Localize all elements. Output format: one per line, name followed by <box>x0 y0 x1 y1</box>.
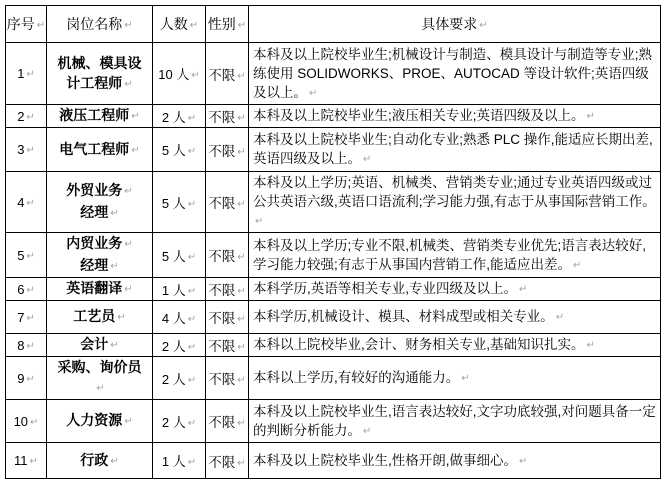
header-requirements-label: 具体要求 ↵ <box>421 16 487 32</box>
cell-serial-number <box>6 334 47 357</box>
cell-requirements <box>249 301 661 334</box>
cell-requirements <box>249 128 661 172</box>
gender-value: 不限 ↵ <box>208 196 245 211</box>
cell-gender <box>206 172 249 233</box>
position-name-line: 会计 ↵ <box>54 334 145 356</box>
requirements-text: 本科及以上院校毕业生,性格开朗,做事细心。 ↵ <box>253 453 527 468</box>
cell-position-name <box>47 301 153 334</box>
cell-requirements <box>249 357 661 400</box>
cell-position-name <box>47 105 153 128</box>
position-name-line: 经理 ↵ <box>54 255 145 277</box>
cell-headcount <box>153 357 206 400</box>
headcount-value: 5 人 ↵ <box>162 249 196 264</box>
position-name-line: 英语翻译 ↵ <box>54 278 145 300</box>
position-name-line: 电气工程师 ↵ <box>54 139 145 161</box>
cell-headcount <box>153 443 206 479</box>
cell-headcount <box>153 128 206 172</box>
headcount-value: 2 人 ↵ <box>162 339 196 354</box>
requirements-text: 本科及以上院校毕业生;液压相关专业;英语四级及以上。 ↵ <box>253 108 595 123</box>
serial-number: 8 ↵ <box>17 338 35 353</box>
cell-headcount <box>153 301 206 334</box>
headcount-value: 1 人 ↵ <box>162 454 196 469</box>
table-row <box>6 334 661 357</box>
table-row <box>6 357 661 400</box>
gender-value: 不限 ↵ <box>208 455 245 470</box>
cell-serial-number <box>6 400 47 443</box>
cell-headcount <box>153 278 206 301</box>
cell-position-name <box>47 43 153 105</box>
cell-gender <box>206 301 249 334</box>
cell-position-name <box>47 128 153 172</box>
header-headcount <box>153 6 206 43</box>
cell-position-name <box>47 233 153 278</box>
requirements-text: 本科以上学历,有较好的沟通能力。 ↵ <box>253 370 470 385</box>
cell-gender <box>206 105 249 128</box>
position-name-line: 液压工程师 ↵ <box>54 105 145 127</box>
table-row <box>6 278 661 301</box>
gender-value: 不限 ↵ <box>208 415 245 430</box>
gender-value: 不限 ↵ <box>208 249 245 264</box>
position-name-line: 内贸业务 ↵ <box>54 233 145 255</box>
cell-requirements <box>249 400 661 443</box>
header-headcount-label: 人数 ↵ <box>160 16 198 32</box>
cell-position-name <box>47 172 153 233</box>
gender-value: 不限 ↵ <box>208 144 245 159</box>
cell-serial-number <box>6 233 47 278</box>
serial-number: 9 ↵ <box>17 371 35 386</box>
requirements-text: 本科及以上院校毕业生;机械设计与制造、模具设计与制造等专业;熟练使用 SOLIDWORKS、PROE、AUTOCAD 等设计软件;英语四级及以上。 ↵ <box>253 47 652 100</box>
requirements-text: 本科及以上学历;英语、机械类、营销类专业;通过专业英语四级或过公共英语六级,英语口语流利;学习能力强,有志于从事国际营销工作。 ↵ <box>253 175 656 228</box>
cell-serial-number <box>6 443 47 479</box>
headcount-value: 2 人 ↵ <box>162 110 196 125</box>
serial-number: 2 ↵ <box>17 109 35 124</box>
position-name-line: 经理 ↵ <box>54 202 145 224</box>
cell-serial-number <box>6 301 47 334</box>
position-name-line: 行政 ↵ <box>54 450 145 472</box>
cell-position-name <box>47 400 153 443</box>
cell-headcount <box>153 172 206 233</box>
position-name-line: 人力资源 ↵ <box>54 410 145 432</box>
gender-value: 不限 ↵ <box>208 311 245 326</box>
requirements-text: 本科及以上院校毕业生,语言表达较好,文字功底较强,对问题具备一定的判断分析能力。 ↵ <box>253 404 656 438</box>
table-row <box>6 301 661 334</box>
header-gender <box>206 6 249 43</box>
cell-position-name <box>47 278 153 301</box>
serial-number: 5 ↵ <box>17 248 35 263</box>
cell-requirements <box>249 233 661 278</box>
cell-headcount <box>153 400 206 443</box>
header-serial-number <box>6 6 47 43</box>
table-row <box>6 128 661 172</box>
requirements-text: 本科及以上院校毕业生;自动化专业;熟悉 PLC 操作,能适应长期出差,英语四级及以上。 ↵ <box>253 132 653 166</box>
cell-serial-number <box>6 105 47 128</box>
cell-position-name <box>47 334 153 357</box>
cell-requirements <box>249 278 661 301</box>
header-serial-number-label: 序号 ↵ <box>7 16 45 32</box>
cell-serial-number <box>6 357 47 400</box>
serial-number: 6 ↵ <box>17 282 35 297</box>
cell-gender <box>206 128 249 172</box>
table-row <box>6 105 661 128</box>
table-row <box>6 443 661 479</box>
table-row <box>6 233 661 278</box>
cell-gender <box>206 43 249 105</box>
header-row <box>6 6 661 43</box>
cell-headcount <box>153 334 206 357</box>
table-row <box>6 400 661 443</box>
table-body <box>6 43 661 479</box>
cell-gender <box>206 233 249 278</box>
gender-value: 不限 ↵ <box>208 110 245 125</box>
serial-number: 10 ↵ <box>14 414 39 429</box>
headcount-value: 2 人 ↵ <box>162 415 196 430</box>
requirements-text: 本科以上院校毕业,会计、财务相关专业,基础知识扎实。 ↵ <box>253 337 595 352</box>
cell-headcount <box>153 43 206 105</box>
cell-requirements <box>249 334 661 357</box>
cell-requirements <box>249 105 661 128</box>
cell-requirements <box>249 443 661 479</box>
headcount-value: 4 人 ↵ <box>162 311 196 326</box>
requirements-text: 本科及以上学历;专业不限,机械类、营销类专业优先;语言表达较好,学习能力较强;有志于从事国内营销工作,能适应出差。 ↵ <box>253 238 646 272</box>
header-gender-label: 性别 ↵ <box>208 16 246 32</box>
cell-requirements <box>249 172 661 233</box>
gender-value: 不限 ↵ <box>208 339 245 354</box>
serial-number: 1 ↵ <box>17 66 35 81</box>
cell-gender <box>206 334 249 357</box>
headcount-value: 5 人 ↵ <box>162 143 196 158</box>
serial-number: 7 ↵ <box>17 310 35 325</box>
requirements-text: 本科学历,机械设计、模具、材料成型或相关专业。 ↵ <box>253 309 564 324</box>
cell-gender <box>206 357 249 400</box>
gender-value: 不限 ↵ <box>208 283 245 298</box>
header-position-name-label: 岗位名称 ↵ <box>66 16 132 32</box>
gender-value: 不限 ↵ <box>208 68 245 83</box>
headcount-value: 10 人 ↵ <box>158 67 199 82</box>
serial-number: 4 ↵ <box>17 195 35 210</box>
cell-gender <box>206 400 249 443</box>
headcount-value: 1 人 ↵ <box>162 283 196 298</box>
cell-gender <box>206 443 249 479</box>
cell-gender <box>206 278 249 301</box>
requirements-text: 本科学历,英语等相关专业,专业四级及以上。 ↵ <box>253 281 527 296</box>
table-row <box>6 172 661 233</box>
cell-serial-number <box>6 278 47 301</box>
serial-number: 11 ↵ <box>14 453 38 468</box>
position-name-line: 工艺员 ↵ <box>54 306 145 328</box>
cell-serial-number <box>6 43 47 105</box>
cell-headcount <box>153 105 206 128</box>
cell-headcount <box>153 233 206 278</box>
header-requirements <box>249 6 661 43</box>
position-name-line: 外贸业务 ↵ <box>54 180 145 202</box>
gender-value: 不限 ↵ <box>208 372 245 387</box>
serial-number: 3 ↵ <box>17 142 35 157</box>
headcount-value: 5 人 ↵ <box>162 196 196 211</box>
table-row <box>6 43 661 105</box>
cell-serial-number <box>6 128 47 172</box>
cell-position-name <box>47 443 153 479</box>
header-position-name <box>47 6 153 43</box>
headcount-value: 2 人 ↵ <box>162 372 196 387</box>
cell-requirements <box>249 43 661 105</box>
position-name-line: 采购、询价员 ↵ <box>54 357 145 399</box>
job-positions-table <box>5 5 661 479</box>
position-name-line: 机械、模具设计工程师 ↵ <box>54 53 145 95</box>
cell-position-name <box>47 357 153 400</box>
cell-serial-number <box>6 172 47 233</box>
